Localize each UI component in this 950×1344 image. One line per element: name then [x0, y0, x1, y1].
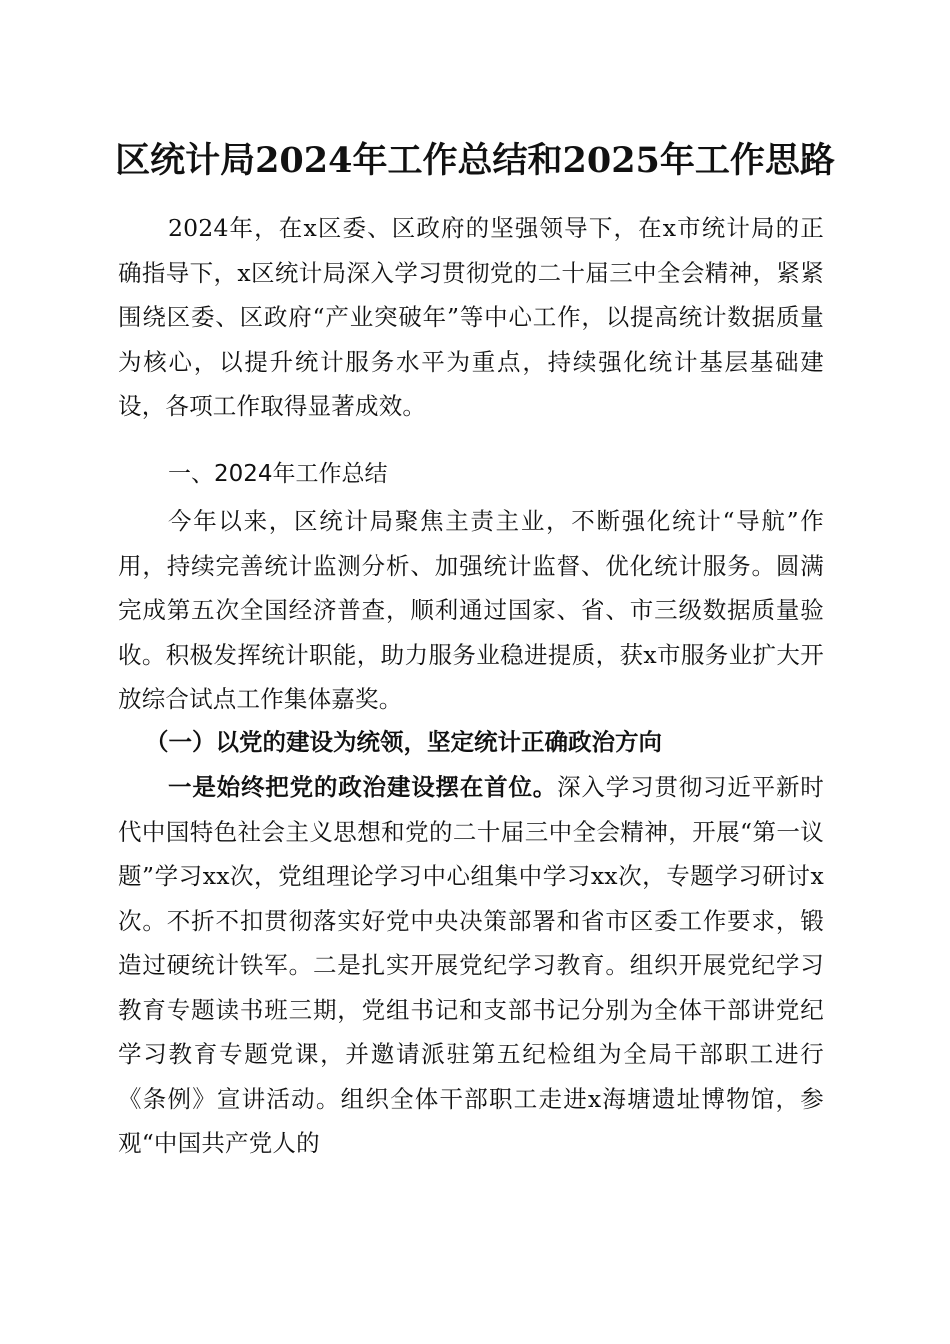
section-heading-summary: 一、2024年工作总结 [168, 461, 388, 487]
section1-paragraph: 今年以来，区统计局聚焦主责主业，不断强化统计“导航”作用，持续完善统计监测分析、加强统计监督、优化统计服务。圆满完成第五次全国经济普查，顺利通过国家、省、市三级数据质量验收。积极发挥统计职能，助力服务业稳进提质，获x市服务业扩大开放综合试点工作集体嘉奖。 [118, 507, 824, 713]
section1-paragraph-block [118, 499, 824, 722]
intro-paragraph: 2024年，在x区委、区政府的坚强领导下，在x市统计局的正确指导下，x区统计局深入学习贯彻党的二十届三中全会精神，紧紧围绕区委、区政府“产业突破年”等中心工作，以提高统计数据质量为核心，以提升统计服务水平为重点，持续强化统计基层基础建设，各项工作取得显著成效。 [118, 214, 824, 420]
subsection1-paragraph [118, 765, 824, 1166]
document-title: 区统计局2024年工作总结和2025年工作思路 [115, 140, 835, 181]
subsection1-lead-sentence: 一是始终把党的政治建设摆在首位。 [168, 773, 558, 801]
subsection1-paragraph-block [118, 765, 824, 1166]
intro-paragraph-block [118, 206, 824, 429]
subsection1-body-text: 深入学习贯彻习近平新时代中国特色社会主义思想和党的二十届三中全会精神，开展“第一议题”学习xx次，党组理论学习中心组集中学习xx次，专题学习研讨x次。不折不扣贯彻落实好党中央决策部署和省市区委工作要求，锻造过硬统计铁军。二是扎实开展党纪学习教育。组织开展党纪学习教育专题读书班三期，党组书记和支部书记分别为全体干部讲党纪学习教育专题党课，并邀请派驻第五纪检组为全局干部职工进行《条例》宣讲活动。组织全体干部职工走进x海塘遗址博物馆，参观“中国共产党人的 [118, 773, 824, 1157]
subsection-heading-party-building: （一）以党的建设为统领，坚定统计正确政治方向 [145, 728, 662, 756]
